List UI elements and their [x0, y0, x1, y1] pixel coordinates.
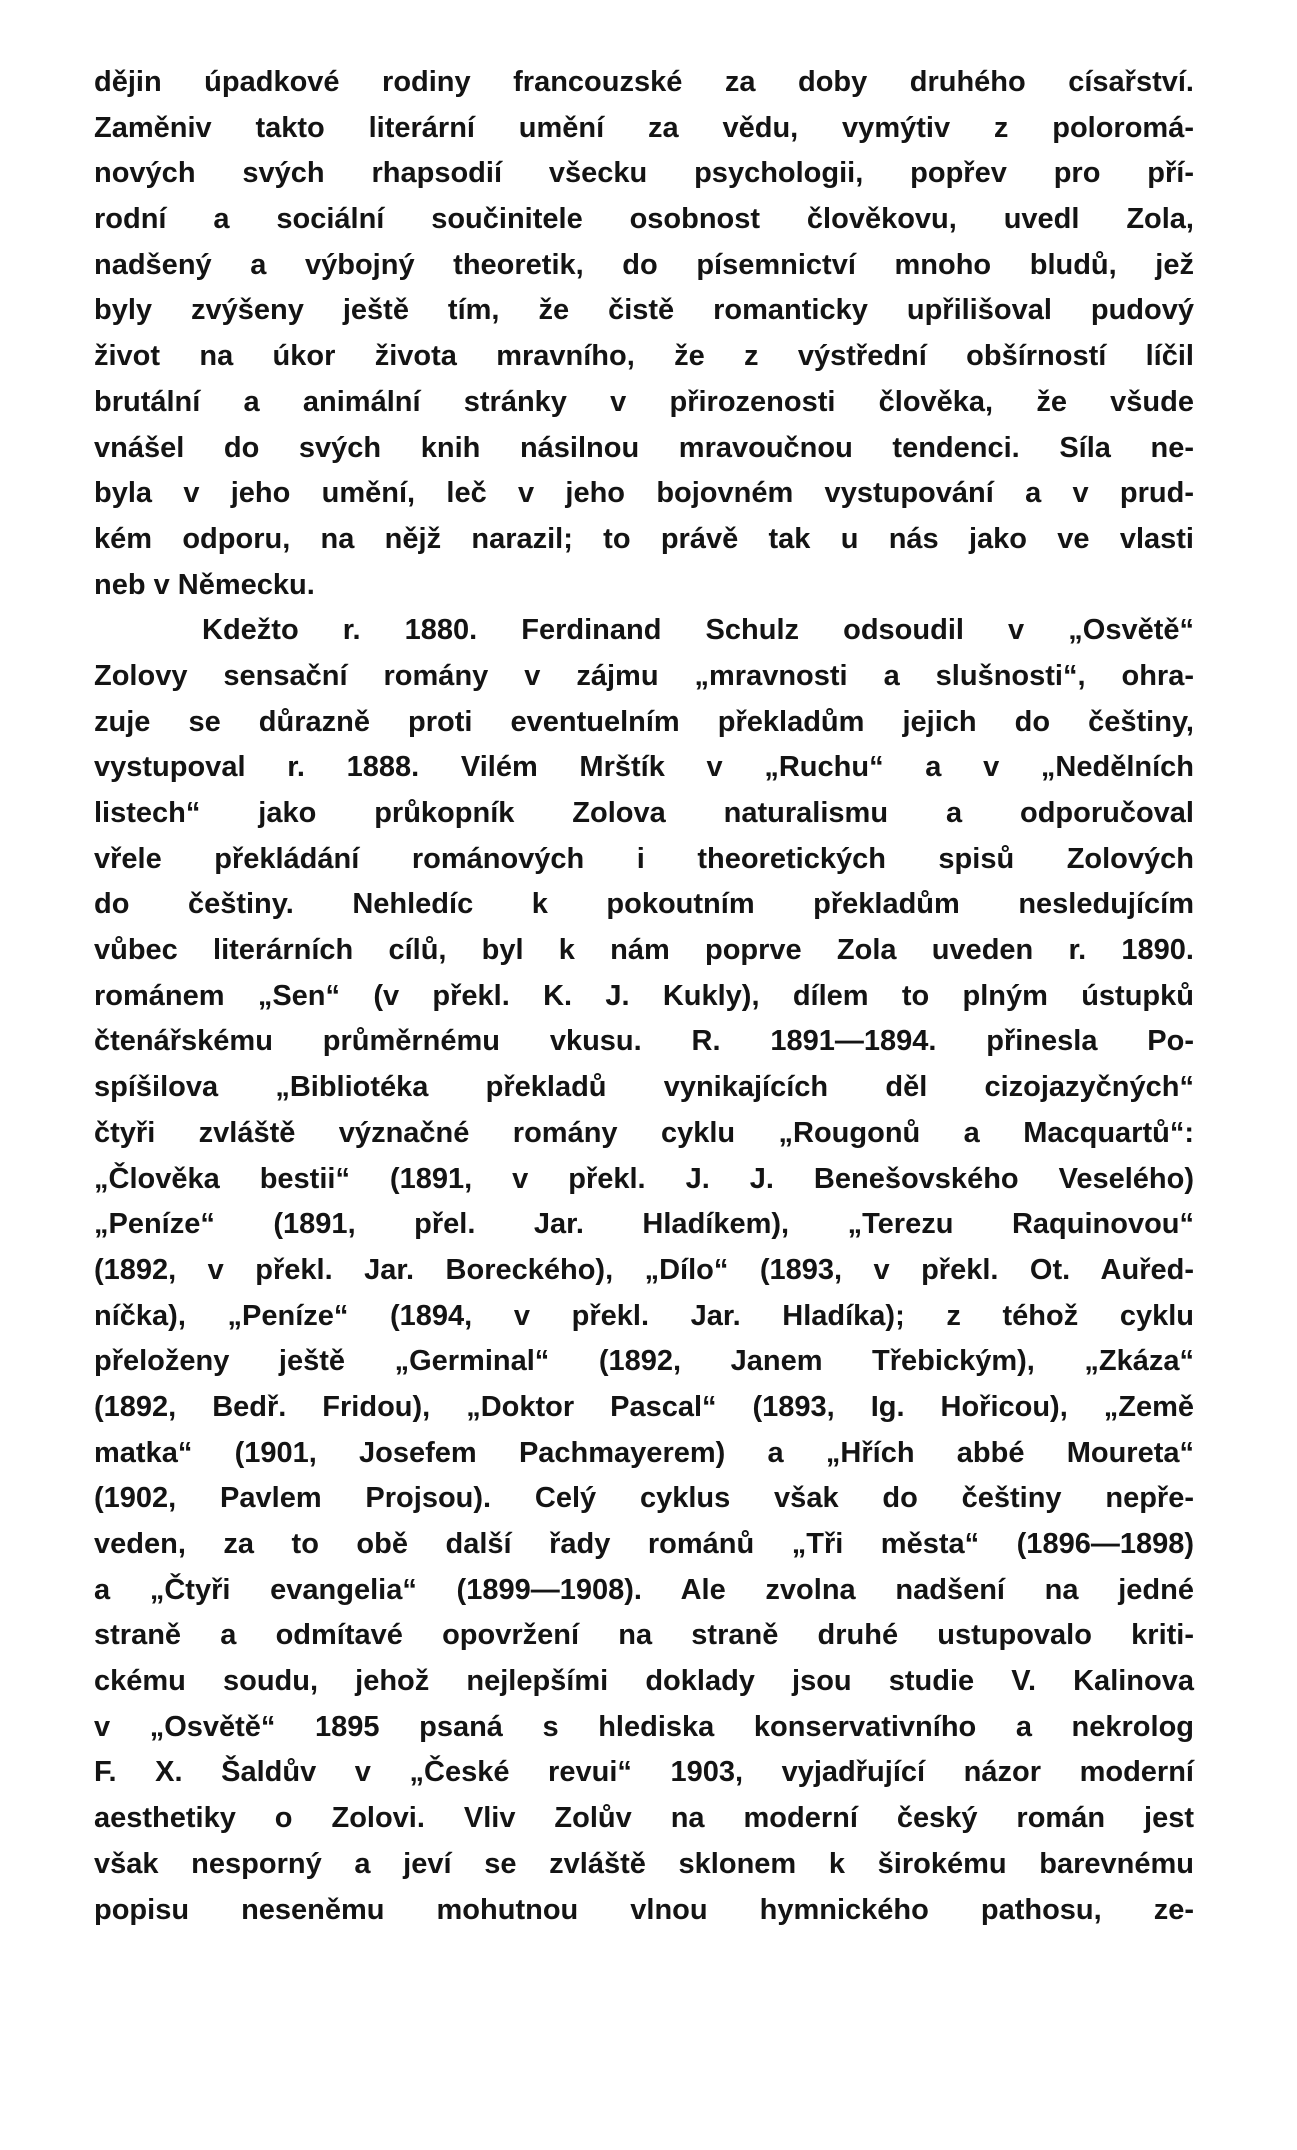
text-line: nových svých rhapsodií všecku psychologii, popřev pro pří-: [94, 157, 1194, 190]
text-line: „Peníze“ (1891, přel. Jar. Hladíkem), „Terezu Raquinovou“: [94, 1208, 1194, 1241]
text-line: čtenářskému průměrnému vkusu. R. 1891—1894. přinesla Po-: [94, 1025, 1194, 1058]
paragraph: [94, 608, 1194, 1933]
text-line: (1892, v překl. Jar. Boreckého), „Dílo“ (1893, v překl. Ot. Auřed-: [94, 1253, 1194, 1286]
text-line: Zolovy sensační romány v zájmu „mravnosti a slušnosti“, ohra-: [94, 659, 1194, 692]
text-line: nadšený a výbojný theoretik, do písemnictví mnoho bludů, jež: [94, 248, 1194, 281]
text-line: Kdežto r. 1880. Ferdinand Schulz odsoudil v „Osvětě“: [202, 614, 1194, 647]
text-line: veden, za to obě další řady románů „Tři města“ (1896—1898): [94, 1528, 1194, 1560]
paragraph: [94, 60, 1194, 608]
text-line: vůbec literárních cílů, byl k nám poprve Zola uveden r. 1890.: [94, 934, 1194, 967]
text-line: vystupoval r. 1888. Vilém Mrštík v „Ruchu“ a v „Nedělních: [94, 751, 1194, 784]
text-line: do češtiny. Nehledíc k pokoutním překladům nesledujícím: [94, 888, 1194, 921]
text-line: níčka), „Peníze“ (1894, v překl. Jar. Hladíka); z téhož cyklu: [94, 1299, 1194, 1332]
text-line: vřele překládání románových i theoretických spisů Zolových: [94, 842, 1194, 875]
text-line: čtyři zvláště význačné romány cyklu „Rougonů a Macquartů“:: [94, 1116, 1194, 1149]
text-line: život na úkor života mravního, že z výstřední obšírností líčil: [94, 340, 1194, 373]
text-line: dějin úpadkové rodiny francouzské za doby druhého císařství.: [94, 66, 1194, 98]
text-line: byla v jeho umění, leč v jeho bojovném vystupování a v prud-: [94, 477, 1194, 510]
text-line: matka“ (1901, Josefem Pachmayerem) a „Hřích abbé Moureta“: [94, 1436, 1194, 1469]
text-line: (1892, Bedř. Fridou), „Doktor Pascal“ (1893, Ig. Hořicou), „Země: [94, 1390, 1194, 1423]
text-line: rodní a sociální součinitele osobnost člověkovu, uvedl Zola,: [94, 203, 1194, 236]
text-line: neb v Německu.: [94, 568, 315, 601]
text-line: v „Osvětě“ 1895 psaná s hlediska konservativního a nekrolog: [94, 1710, 1194, 1743]
text-line: brutální a animální stránky v přirozenosti člověka, že všude: [94, 385, 1194, 418]
text-line: však nesporný a jeví se zvláště sklonem k širokému barevnému: [94, 1847, 1194, 1880]
text-line: F. X. Šaldův v „České revui“ 1903, vyjadřující názor moderní: [94, 1756, 1194, 1789]
text-line: popisu neseněmu mohutnou vlnou hymnického pathosu, ze-: [94, 1893, 1194, 1926]
text-line: aesthetiky o Zolovi. Vliv Zolův na moderní český román jest: [94, 1802, 1194, 1835]
text-line: přeloženy ještě „Germinal“ (1892, Janem Třebickým), „Zkáza“: [94, 1345, 1194, 1378]
text-line: románem „Sen“ (v překl. K. J. Kukly), dílem to plným ústupků: [94, 979, 1194, 1012]
text-line: (1902, Pavlem Projsou). Celý cyklus však do češtiny nepře-: [94, 1482, 1194, 1515]
text-line: spíšilova „Bibliotéka překladů vynikajících děl cizojazyčných“: [94, 1071, 1194, 1104]
text-line: a „Čtyři evangelia“ (1899—1908). Ale zvolna nadšení na jedné: [94, 1573, 1194, 1606]
text-line: Zaměniv takto literární umění za vědu, vymýtiv z poloromá-: [94, 111, 1194, 144]
text-line: byly zvýšeny ještě tím, že čistě romanticky upřilišoval pudový: [94, 294, 1194, 327]
text-line: ckému soudu, jehož nejlepšími doklady jsou studie V. Kalinova: [94, 1665, 1194, 1698]
text-line: vnášel do svých knih násilnou mravoučnou tendenci. Síla ne-: [94, 431, 1194, 464]
text-line: kém odporu, na nějž narazil; to právě tak u nás jako ve vlasti: [94, 522, 1194, 555]
text-line: „Člověka bestii“ (1891, v překl. J. J. Benešovského Veselého): [94, 1162, 1194, 1195]
book-page-text: [94, 60, 1194, 1933]
text-line: listech“ jako průkopník Zolova naturalismu a odporučoval: [94, 797, 1194, 829]
text-line: straně a odmítavé opovržení na straně druhé ustupovalo kriti-: [94, 1619, 1194, 1652]
text-line: zuje se důrazně proti eventuelním překladům jejich do češtiny,: [94, 705, 1194, 738]
